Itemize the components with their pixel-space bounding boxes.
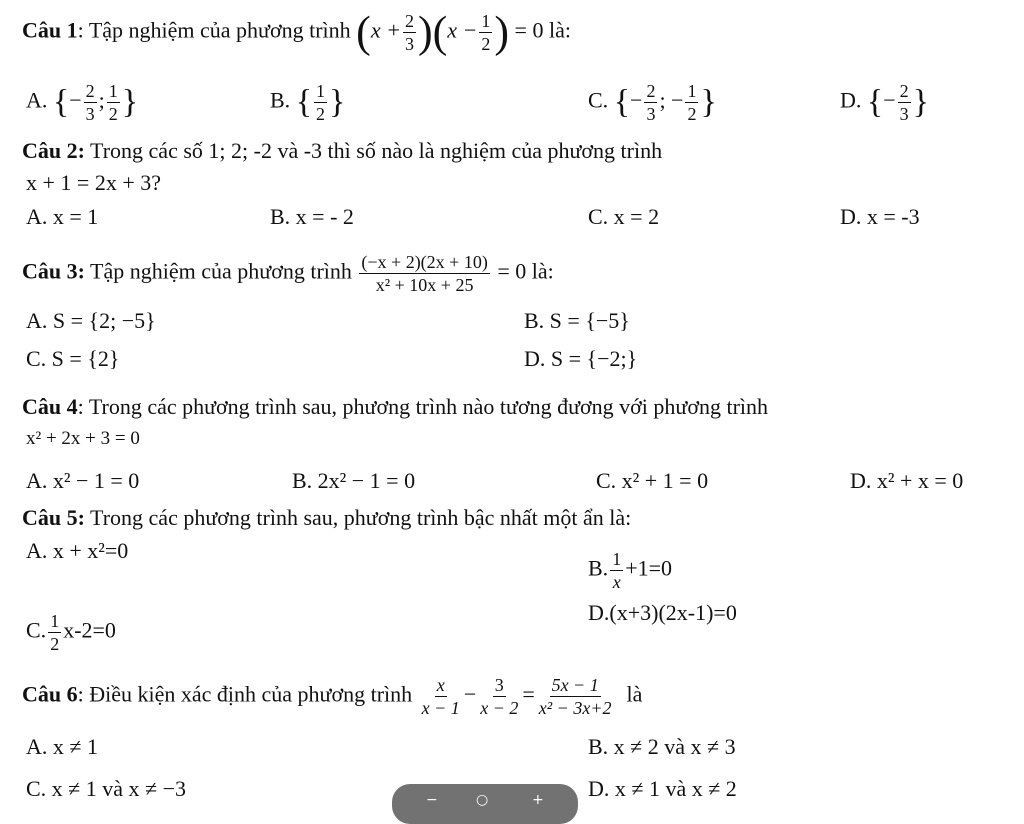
q2-equation: x + 1 = 2x + 3? xyxy=(26,170,161,195)
q4-option-b[interactable]: B. 2x² − 1 = 0 xyxy=(292,468,416,493)
q6-stem: Câu 6: Điều kiện xác định của phương trình $\frac{x}{x - 1}$ − $\frac{3}{x - 2}$ = $\frac{5x - 1}{\text{x² − 3x+2}}$ là xyxy=(22,675,643,718)
q2-option-a[interactable]: A. x = 1 xyxy=(26,204,99,229)
q1-stem: Câu 1: Tập nghiệm của phương trình (x + $\frac{2}{3}$ )(x − $\frac{1}{2}$ ) = 0 là: xyxy=(22,7,571,57)
q1-label: Câu 1 xyxy=(22,17,78,43)
q6-option-b[interactable]: B. x ≠ 2 và x ≠ 3 xyxy=(588,734,736,759)
zoom-icon[interactable]: ○ xyxy=(476,792,489,808)
q1-option-b[interactable]: B. { $\frac{1}{2}$ } xyxy=(270,81,346,124)
q4-option-a[interactable]: A. x² − 1 = 0 xyxy=(26,468,140,493)
q5-option-b[interactable]: B. $\frac{1}{x}$ +1=0 xyxy=(588,549,673,592)
q2-option-d[interactable]: D. x = -3 xyxy=(840,204,920,229)
q3-stem: Câu 3: Tập nghiệm của phương trình $\frac{(-x + 2)(2x + 10)}{\text{x² + 10x + 25}}$ = 0 là: xyxy=(22,252,554,295)
q6-option-a[interactable]: A. x ≠ 1 xyxy=(26,734,98,759)
q6-option-c[interactable]: C. x ≠ 1 và x ≠ −3 xyxy=(26,776,186,801)
q4-stem: Câu 4: Trong các phương trình sau, phương trình nào tương đương với phương trình xyxy=(22,394,769,419)
q5-option-d[interactable]: D.(x+3)(2x-1)=0 xyxy=(588,600,737,625)
q1-text: : Tập nghiệm của phương trình xyxy=(77,17,351,43)
q3-option-a[interactable]: A. S = {2; −5} xyxy=(26,308,156,333)
q2-option-c[interactable]: C. x = 2 xyxy=(588,204,660,229)
minus-icon[interactable]: − xyxy=(426,792,438,808)
q5-stem: Câu 5: Trong các phương trình sau, phương trình bậc nhất một ẩn là: xyxy=(22,505,632,530)
q5-option-c[interactable]: C. $\frac{1}{2}$ x-2=0 xyxy=(26,611,116,654)
q4-option-c[interactable]: C. x² + 1 = 0 xyxy=(596,468,709,493)
q1-option-c[interactable]: C. {− $\frac{2}{3}$ ; − $\frac{1}{2}$ } xyxy=(588,81,717,124)
q4-equation: x² + 2x + 3 = 0 xyxy=(26,428,140,449)
q3-option-d[interactable]: D. S = {−2;} xyxy=(524,346,638,371)
q6-option-d[interactable]: D. x ≠ 1 và x ≠ 2 xyxy=(588,776,737,801)
q2-stem: Câu 2: Trong các số 1; 2; -2 và -3 thì số nào là nghiệm của phương trình xyxy=(22,138,663,163)
plus-icon[interactable]: + xyxy=(532,792,544,808)
q3-option-b[interactable]: B. S = {−5} xyxy=(524,308,630,333)
q2-option-b[interactable]: B. x = - 2 xyxy=(270,204,354,229)
q5-option-a[interactable]: A. x + x²=0 xyxy=(26,538,129,563)
viewer-toolbar[interactable] xyxy=(392,784,578,824)
q1-option-d[interactable]: D. {− $\frac{2}{3}$ } xyxy=(840,81,929,124)
q3-option-c[interactable]: C. S = {2} xyxy=(26,346,120,371)
q4-option-d[interactable]: D. x² + x = 0 xyxy=(850,468,964,493)
q1-option-a[interactable]: A. {− $\frac{2}{3}$ ; $\frac{1}{2}$ } xyxy=(26,81,139,124)
